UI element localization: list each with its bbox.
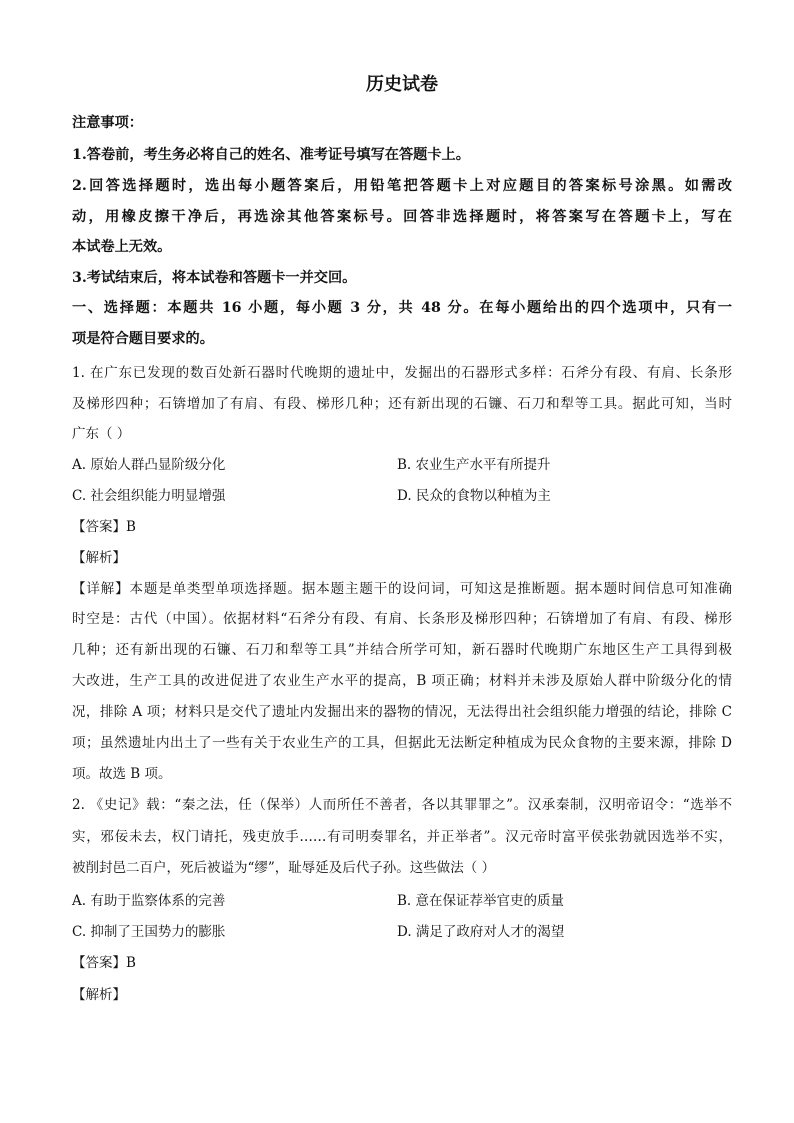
q2-stem-line-2: 实，邪佞未去，权门请托，残吏放手……有司明奏罪名，并正举者”。汉元帝时富平侯张勃就因选举不实，: [72, 829, 732, 845]
q1-stem-line-1: 1. 在广东已发现的数百处新石器时代晚期的遗址中，发掘出的石器形式多样：石斧分有段、有肩、长条形: [72, 365, 732, 381]
q1-detail-line-7: 项。故选 B 项。: [72, 766, 172, 782]
notice-item-1: 1.答卷前，考生务必将自己的姓名、准考证号填写在答题卡上。: [72, 147, 470, 163]
notice-item-3: 3.考试结束后，将本试卷和答题卡一并交回。: [72, 270, 357, 286]
q1-answer: 【答案】B: [72, 519, 136, 535]
page-title: 历史试卷: [366, 74, 438, 95]
q1-detail-line-5: 况，排除 A 项；材料只是交代了遗址内发掘出来的器物的情况，无法得出社会组织能力增强的结论，排除 C: [72, 704, 732, 720]
q2-answer: 【答案】B: [72, 955, 136, 971]
q1-analysis-label: 【解析】: [72, 550, 126, 566]
notice-heading: 注意事项：: [72, 115, 143, 131]
q1-detail-line-4: 大改进，生产工具的改进促进了农业生产水平的提高，B 项正确；材料并未涉及原始人群中阶级分化的情: [72, 673, 732, 689]
q1-detail-line-2: 时空是：古代（中国）。依据材料“石斧分有段、有肩、长条形及梯形四种；石锛增加了有肩、有段、梯形: [72, 611, 732, 627]
q1-stem-line-2: 及梯形四种；石锛增加了有肩、有段、梯形几种；还有新出现的石镰、石刀和犁等工具。据此可知，当时: [72, 396, 732, 412]
q1-option-d: D. 民众的食物以种植为主: [397, 488, 551, 504]
q1-stem-line-3: 广东（ ）: [72, 426, 131, 442]
notice-item-2-end: 本试卷上无效。: [72, 239, 172, 255]
notice-item-2: 2.回答选择题时，选出每小题答案后，用铅笔把答题卡上对应题目的答案标号涂黑。如需改: [72, 178, 732, 194]
q2-stem-line-1: 2. 《史记》载：“秦之法，任（保举）人而所任不善者，各以其罪罪之”。汉承秦制，汉明帝诏令：“选举不: [72, 797, 732, 813]
q2-analysis-label: 【解析】: [72, 987, 126, 1003]
q1-option-b: B. 农业生产水平有所提升: [397, 457, 551, 473]
q1-detail-line-1: 【详解】本题是单类型单项选择题。据本题主题干的设问词，可知这是推断题。据本题时间信息可知准确: [72, 581, 732, 597]
q1-option-c: C. 社会组织能力明显增强: [72, 488, 226, 504]
q1-detail-line-3: 几种；还有新出现的石镰、石刀和犁等工具”并结合所学可知，新石器时代晚期广东地区生产工具得到极: [72, 642, 732, 658]
q1-detail-line-6: 项；虽然遗址内出土了一些有关于农业生产的工具，但据此无法断定种植成为民众食物的主要来源，排除 D: [72, 735, 732, 751]
q2-stem-line-3: 被削封邑二百户，死后被谥为“缪”，耻辱延及后代子孙。这些做法（ ）: [72, 860, 496, 876]
section-heading-cont: 项是符合题目要求的。: [72, 331, 214, 347]
q1-option-a: A. 原始人群凸显阶级分化: [72, 457, 226, 473]
q2-option-d: D. 满足了政府对人才的渴望: [397, 924, 565, 940]
notice-item-2-cont: 动，用橡皮擦干净后，再选涂其他答案标号。回答非选择题时，将答案写在答题卡上，写在: [72, 209, 732, 225]
q2-option-b: B. 意在保证荐举官吏的质量: [397, 893, 565, 909]
section-heading: 一、选择题：本题共 16 小题，每小题 3 分，共 48 分。在每小题给出的四个选项中，只有一: [72, 300, 732, 316]
q2-option-a: A. 有助于监察体系的完善: [72, 893, 226, 909]
q2-option-c: C. 抑制了王国势力的膨胀: [72, 924, 226, 940]
